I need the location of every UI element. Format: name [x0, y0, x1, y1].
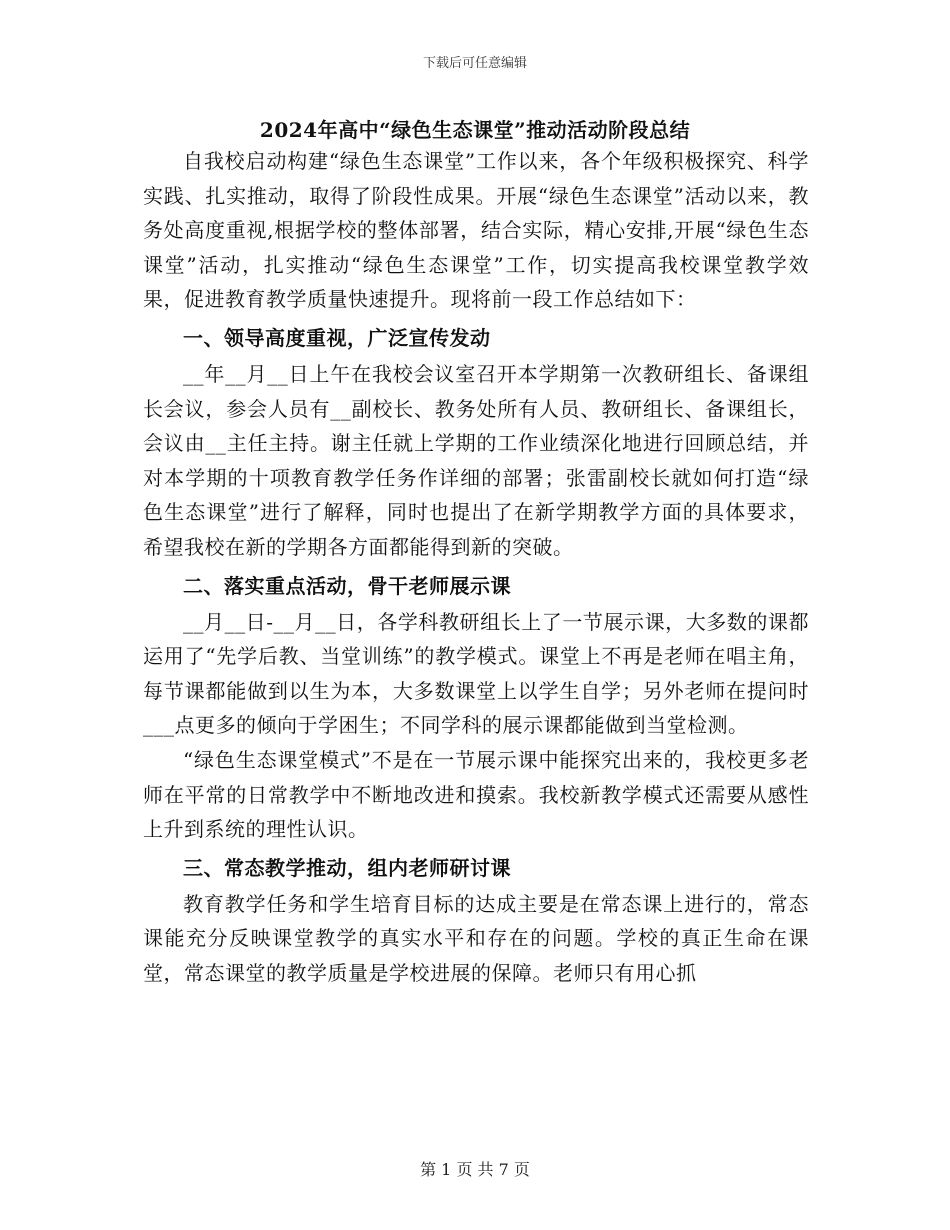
section-2-heading: 二、落实重点活动，骨干老师展示课	[183, 573, 511, 598]
intro-paragraph: 自我校启动构建“绿色生态课堂”工作以来，各个年级积极探究、科学实践、扎实推动，取得了阶段性成果。开展“绿色生态课堂”活动以来，教务处高度重视,根据学校的整体部署，结合实际，精心安排,开展“绿色生态课堂”活动，扎实推动“绿色生态课堂”工作，切实提高我校课堂教学效果，促进教育教学质量快速提升。现将前一段工作总结如下：	[143, 149, 809, 312]
document-title: 2024年高中“绿色生态课堂”推动活动阶段总结	[259, 118, 691, 142]
section-3-paragraph: 教育教学任务和学生培育目标的达成主要是在常态课上进行的，常态课能充分反映课堂教学的真实水平和存在的问题。学校的真正生命在课堂，常态课堂的教学质量是学校进展的保障。老师只有用心抓	[143, 891, 809, 985]
page-number: 第 1 页 共 7 页	[420, 1160, 530, 1179]
section-1-heading: 一、领导高度重视，广泛宣传发动	[183, 325, 491, 350]
section-1-paragraph: __年__月__日上午在我校会议室召开本学期第一次教研组长、备课组长会议，参会人员有__副校长、教务处所有人员、教研组长、备课组长，会议由__主任主持。谢主任就上学期的工作业绩深化地进行回顾总结，并对本学期的十项教育教学任务作详细的部署；张雷副校长就如何打造“绿色生态课堂”进行了解释，同时也提出了在新学期教学方面的具体要求，希望我校在新的学期各方面都能得到新的突破。	[143, 361, 809, 559]
section-2-paragraph-1: __月__日-__月__日，各学科教研组长上了一节展示课，大多数的课都运用了“先学后教、当堂训练”的教学模式。课堂上不再是老师在唱主角，每节课都能做到以生为本，大多数课堂上以学生自学；另外老师在提问时___点更多的倾向于学困生；不同学科的展示课都能做到当堂检测。	[143, 609, 809, 738]
document-body	[143, 144, 809, 990]
section-2-paragraph-2: “绿色生态课堂模式”不是在一节展示课中能探究出来的，我校更多老师在平常的日常教学中不断地改进和摸索。我校新教学模式还需要从感性上升到系统的理性认识。	[143, 747, 809, 842]
section-3-heading: 三、常态教学推动，组内老师研讨课	[183, 855, 511, 880]
page-header-note: 下载后可任意编辑	[422, 56, 527, 71]
